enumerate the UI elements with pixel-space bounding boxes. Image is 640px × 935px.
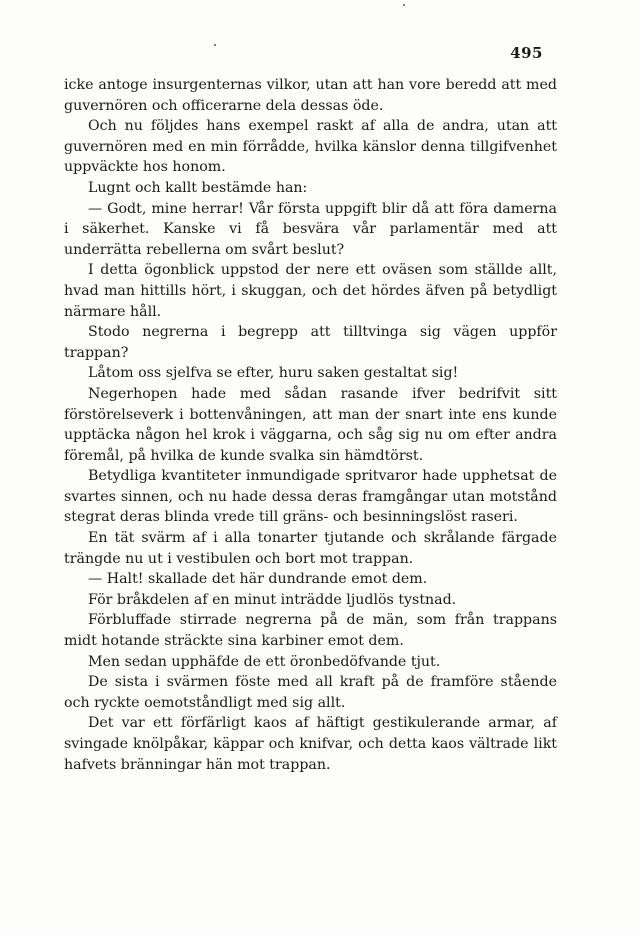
paragraph: En tät svärm af i alla tonarter tjutande och skrålande färgade trängde nu ut i vestibulen och bort mot trappan. (64, 530, 557, 567)
print-speck (214, 44, 216, 46)
paragraph: Men sedan upphäfde de ett öronbedöfvande tjut. (88, 653, 441, 670)
page-number: 495 (510, 44, 543, 62)
paragraph: Stodo negrerna i begrepp att tilltvinga sig vägen uppför trappan? (64, 324, 557, 361)
paragraph: Betydliga kvantiteter inmundigade spritvaror hade upphetsat de svartes sinnen, och nu hade dessa deras framgångar utan motstånd stegrat deras blinda vrede till gräns- och besinningslöst raseri. (64, 468, 557, 526)
paragraph: Och nu följdes hans exempel raskt af alla de andra, utan att guvernören med en min förrådde, hvilka känslor denna tillgifvenhet uppväckte hos honom. (64, 118, 557, 176)
paragraph: I detta ögonblick uppstod der nere ett oväsen som ställde allt, hvad man hittills hört, i skuggan, och det hördes äfven på betydligt närmare håll. (64, 262, 557, 320)
paragraph: Negerhopen hade med sådan rasande ifver bedrifvit sitt förstörelseverk i bottenvåningen, att man der snart inte ens kunde upptäcka någon hel krok i väggarna, och såg sig nu om efter andra föremål, på hvilka de kunde svalka sin hämdtörst. (64, 385, 557, 464)
paragraph: Låtom oss sjelfva se efter, huru saken gestaltat sig! (88, 365, 459, 382)
body-text (64, 75, 557, 775)
paragraph: Det var ett förfärligt kaos af häftigt gestikulerande armar, af svingade knölpåkar, käppar och knifvar, och detta kaos vältrade likt hafvets bränningar hän mot trappan. (64, 715, 557, 773)
paragraph: — Godt, mine herrar! Vår första uppgift blir då att föra damerna i säkerhet. Kanske vi få besvära vår parlamentär med att underrätta rebellerna om svårt beslut? (64, 200, 557, 258)
paragraph: — Halt! skallade det här dundrande emot dem. (88, 571, 428, 588)
paragraph: Lugnt och kallt bestämde han: (88, 179, 308, 196)
paragraph: icke antoge insurgenternas vilkor, utan att han vore beredd att med guvernören och officerarne dela dessas öde. (64, 77, 557, 114)
print-speck (403, 4, 405, 6)
paragraph: Förbluffade stirrade negrerna på de män, som från trappans midt hotande sträckte sina karbiner emot dem. (64, 612, 557, 650)
paragraph: För bråkdelen af en minut inträdde ljudlös tystnad. (88, 591, 457, 608)
paragraph: De sista i svärmen föste med all kraft på de framföre stående och ryckte oemotståndligt med sig allt. (64, 674, 557, 711)
